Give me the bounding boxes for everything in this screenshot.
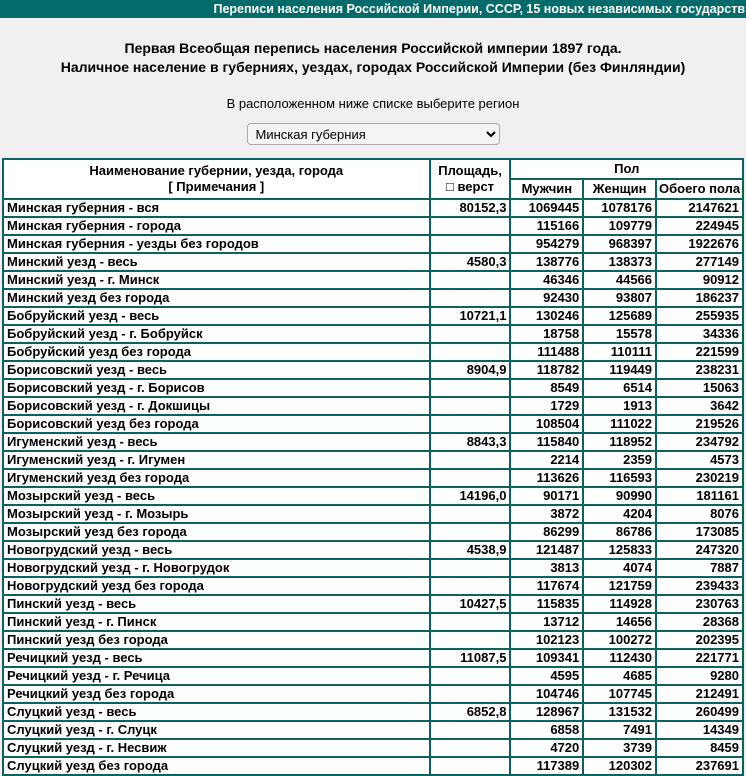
cell-area: 80152,3 [430,199,511,217]
cell-female: 110111 [583,343,656,361]
cell-name: Борисовский уезд - весь [3,361,430,379]
cell-area: 6852,8 [430,703,511,721]
cell-both: 181161 [656,487,743,505]
top-banner-title: Переписи населения Российской Империи, СССР, 15 новых независимых государств [213,2,745,16]
cell-female: 15578 [583,325,656,343]
table-row [3,703,743,721]
cell-name: Бобруйский уезд - г. Бобруйск [3,325,430,343]
cell-male: 86299 [510,523,583,541]
header-area-line2: □ верст [445,179,495,194]
cell-male: 954279 [510,235,583,253]
table-row [3,523,743,541]
cell-area [430,613,511,631]
cell-female: 112430 [583,649,656,667]
select-instruction: В расположенном ниже списке выберите регион [226,96,520,111]
cell-male: 18758 [510,325,583,343]
cell-name: Минский уезд - г. Минск [3,271,430,289]
cell-name: Игуменский уезд - г. Игумен [3,451,430,469]
cell-both: 224945 [656,217,743,235]
cell-name: Бобруйский уезд без города [3,343,430,361]
cell-both: 14349 [656,721,743,739]
cell-name: Слуцкий уезд - г. Слуцк [3,721,430,739]
cell-name: Минский уезд без города [3,289,430,307]
cell-female: 116593 [583,469,656,487]
region-select[interactable] [247,123,500,145]
cell-female: 125833 [583,541,656,559]
cell-area [430,415,511,433]
cell-male: 128967 [510,703,583,721]
table-row [3,325,743,343]
cell-both: 255935 [656,307,743,325]
cell-name: Новогрудский уезд - г. Новогрудок [3,559,430,577]
cell-female: 86786 [583,523,656,541]
cell-name: Речицкий уезд - весь [3,649,430,667]
table-row [3,361,743,379]
cell-female: 6514 [583,379,656,397]
cell-area [430,379,511,397]
cell-female: 4685 [583,667,656,685]
cell-area [430,325,511,343]
cell-area [430,631,511,649]
table-row [3,397,743,415]
cell-female: 14656 [583,613,656,631]
cell-area: 14196,0 [430,487,511,505]
census-table [2,158,744,776]
cell-female: 1078176 [583,199,656,217]
cell-name: Речицкий уезд без города [3,685,430,703]
header-name-line1: Наименование губернии, уезда, города [89,163,344,178]
table-row [3,487,743,505]
cell-both: 230219 [656,469,743,487]
cell-name: Борисовский уезд без города [3,415,430,433]
cell-area [430,469,511,487]
cell-name: Минская губерния - уезды без городов [3,235,430,253]
table-row [3,307,743,325]
cell-male: 4595 [510,667,583,685]
table-row [3,739,743,757]
cell-female: 118952 [583,433,656,451]
table-row [3,559,743,577]
cell-both: 173085 [656,523,743,541]
cell-female: 4074 [583,559,656,577]
cell-female: 2359 [583,451,656,469]
cell-area [430,667,511,685]
cell-male: 108504 [510,415,583,433]
cell-both: 237691 [656,757,743,775]
cell-female: 4204 [583,505,656,523]
cell-name: Мозырский уезд - г. Мозырь [3,505,430,523]
cell-both: 277149 [656,253,743,271]
table-row [3,505,743,523]
cell-both: 4573 [656,451,743,469]
cell-both: 212491 [656,685,743,703]
page-title-line1: Первая Всеобщая перепись населения Российской империи 1897 года. [124,40,622,56]
intro-section [0,39,746,77]
cell-name: Бобруйский уезд - весь [3,307,430,325]
cell-area [430,235,511,253]
cell-both: 3642 [656,397,743,415]
cell-female: 120302 [583,757,656,775]
table-row [3,577,743,595]
cell-both: 219526 [656,415,743,433]
cell-area: 8904,9 [430,361,511,379]
cell-female: 111022 [583,415,656,433]
cell-name: Пинский уезд - г. Пинск [3,613,430,631]
top-banner [0,0,746,18]
table-row [3,613,743,631]
table-row [3,199,743,217]
table-row [3,595,743,613]
table-row [3,667,743,685]
table-row [3,343,743,361]
cell-female: 3739 [583,739,656,757]
table-row [3,289,743,307]
cell-male: 90171 [510,487,583,505]
table-row [3,541,743,559]
cell-both: 186237 [656,289,743,307]
table-row [3,757,743,775]
cell-female: 131532 [583,703,656,721]
table-row [3,469,743,487]
census-table-header [3,159,743,199]
cell-name: Пинский уезд без города [3,631,430,649]
cell-female: 44566 [583,271,656,289]
cell-area [430,505,511,523]
cell-male: 121487 [510,541,583,559]
cell-female: 90990 [583,487,656,505]
cell-male: 2214 [510,451,583,469]
header-name-line2: [ Примечания ] [168,179,265,194]
cell-name: Слуцкий уезд - г. Несвиж [3,739,430,757]
header-female-column: Женщин [583,179,656,199]
cell-area [430,721,511,739]
cell-name: Мозырский уезд без города [3,523,430,541]
header-area-column [430,159,511,199]
cell-area [430,271,511,289]
cell-male: 8549 [510,379,583,397]
cell-area [430,757,511,775]
cell-area: 4580,3 [430,253,511,271]
cell-name: Игуменский уезд без города [3,469,430,487]
cell-male: 115166 [510,217,583,235]
cell-both: 34336 [656,325,743,343]
cell-male: 117674 [510,577,583,595]
header-sex-group: Пол [510,159,743,179]
cell-male: 130246 [510,307,583,325]
cell-both: 90912 [656,271,743,289]
cell-male: 6858 [510,721,583,739]
cell-both: 8076 [656,505,743,523]
cell-male: 46346 [510,271,583,289]
cell-male: 1729 [510,397,583,415]
header-male-column: Мужчин [510,179,583,199]
table-row [3,721,743,739]
cell-female: 7491 [583,721,656,739]
cell-male: 109341 [510,649,583,667]
table-body [3,199,743,775]
cell-name: Мозырский уезд - весь [3,487,430,505]
cell-male: 118782 [510,361,583,379]
cell-both: 234792 [656,433,743,451]
cell-female: 107745 [583,685,656,703]
cell-male: 102123 [510,631,583,649]
cell-female: 125689 [583,307,656,325]
cell-both: 1922676 [656,235,743,253]
cell-area [430,451,511,469]
cell-female: 100272 [583,631,656,649]
cell-area [430,523,511,541]
cell-both: 260499 [656,703,743,721]
cell-area [430,343,511,361]
cell-both: 28368 [656,613,743,631]
table-row [3,433,743,451]
cell-both: 247320 [656,541,743,559]
cell-name: Минская губерния - города [3,217,430,235]
cell-area: 8843,3 [430,433,511,451]
header-area-line1: Площадь, [438,163,502,178]
table-row [3,451,743,469]
cell-male: 92430 [510,289,583,307]
cell-both: 202395 [656,631,743,649]
cell-area [430,217,511,235]
cell-name: Игуменский уезд - весь [3,433,430,451]
cell-male: 115835 [510,595,583,613]
cell-area [430,577,511,595]
cell-female: 109779 [583,217,656,235]
cell-male: 117389 [510,757,583,775]
cell-area: 10721,1 [430,307,511,325]
cell-both: 8459 [656,739,743,757]
cell-name: Минская губерния - вся [3,199,430,217]
table-row [3,235,743,253]
cell-name: Пинский уезд - весь [3,595,430,613]
table-row [3,631,743,649]
cell-area [430,289,511,307]
cell-area [430,397,511,415]
table-row [3,415,743,433]
cell-name: Речицкий уезд - г. Речица [3,667,430,685]
table-row [3,379,743,397]
cell-male: 115840 [510,433,583,451]
cell-both: 2147621 [656,199,743,217]
cell-both: 239433 [656,577,743,595]
cell-name: Слуцкий уезд - весь [3,703,430,721]
cell-female: 138373 [583,253,656,271]
cell-area [430,559,511,577]
header-name-column [3,159,430,199]
header-both-column: Обоего пола [656,179,743,199]
cell-male: 4720 [510,739,583,757]
table-row [3,217,743,235]
cell-male: 3813 [510,559,583,577]
cell-female: 968397 [583,235,656,253]
table-row [3,271,743,289]
cell-area: 11087,5 [430,649,511,667]
cell-name: Слуцкий уезд без города [3,757,430,775]
cell-area: 4538,9 [430,541,511,559]
table-row [3,685,743,703]
cell-male: 111488 [510,343,583,361]
page-title-line2: Наличное население в губерниях, уездах, городах Российской Империи (без Финляндии) [60,59,686,75]
cell-area [430,685,511,703]
cell-area: 10427,5 [430,595,511,613]
cell-female: 121759 [583,577,656,595]
cell-female: 114928 [583,595,656,613]
cell-both: 230763 [656,595,743,613]
cell-name: Минский уезд - весь [3,253,430,271]
region-select-container [0,123,746,145]
cell-male: 3872 [510,505,583,523]
cell-female: 93807 [583,289,656,307]
table-row [3,253,743,271]
cell-male: 138776 [510,253,583,271]
cell-female: 1913 [583,397,656,415]
cell-both: 221599 [656,343,743,361]
cell-name: Новогрудский уезд без города [3,577,430,595]
cell-both: 7887 [656,559,743,577]
cell-both: 238231 [656,361,743,379]
cell-both: 221771 [656,649,743,667]
cell-male: 13712 [510,613,583,631]
cell-name: Новогрудский уезд - весь [3,541,430,559]
cell-name: Борисовский уезд - г. Борисов [3,379,430,397]
cell-name: Борисовский уезд - г. Докшицы [3,397,430,415]
cell-male: 1069445 [510,199,583,217]
cell-female: 119449 [583,361,656,379]
cell-area [430,739,511,757]
cell-male: 104746 [510,685,583,703]
cell-both: 9280 [656,667,743,685]
cell-male: 113626 [510,469,583,487]
cell-both: 15063 [656,379,743,397]
table-row [3,649,743,667]
